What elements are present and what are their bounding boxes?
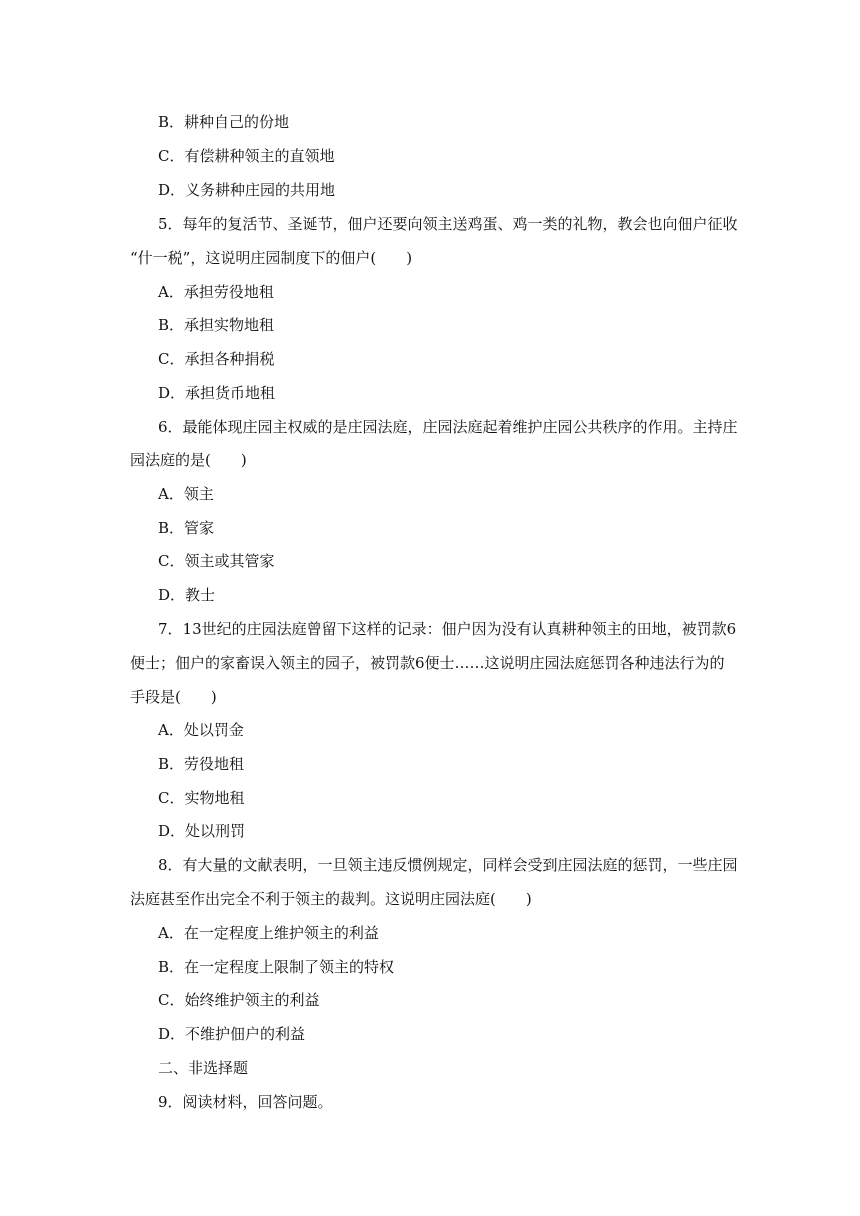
q5-option-b: B．承担实物地租 xyxy=(158,316,275,334)
question-5-text: 5．每年的复活节、圣诞节，佃户还要向领主送鸡蛋、鸡一类的礼物，教会也向佃户征收 xyxy=(158,215,738,233)
question-7-text-cont-2: 手段是( ) xyxy=(130,688,217,706)
question-8-text: 8．有大量的文献表明，一旦领主违反惯例规定，同样会受到庄园法庭的惩罚，一些庄园 xyxy=(158,856,738,874)
q8-option-d: D．不维护佃户的利益 xyxy=(158,1025,306,1043)
q7-option-d: D．处以刑罚 xyxy=(158,822,246,840)
q6-option-b: B．管家 xyxy=(158,519,215,537)
q8-option-a: A．在一定程度上维护领主的利益 xyxy=(158,924,379,942)
q6-option-a: A．领主 xyxy=(158,485,214,503)
question-6-text: 6．最能体现庄园主权威的是庄园法庭，庄园法庭起着维护庄园公共秩序的作用。主持庄 xyxy=(158,418,738,436)
q5-option-d: D．承担货币地租 xyxy=(158,384,276,402)
q8-option-b: B．在一定程度上限制了领主的特权 xyxy=(158,958,395,976)
q5-option-a: A．承担劳役地租 xyxy=(158,283,274,301)
q7-option-c: C．实物地租 xyxy=(158,789,245,807)
q4-option-b: B．耕种自己的份地 xyxy=(158,113,290,131)
question-7-text: 7．13世纪的庄园法庭曾留下这样的记录：佃户因为没有认真耕种领主的田地，被罚款6 xyxy=(158,620,737,638)
q4-option-c: C．有偿耕种领主的直领地 xyxy=(158,147,335,165)
section-heading-non-choice: 二、非选择题 xyxy=(158,1059,249,1077)
question-9-text: 9．阅读材料，回答问题。 xyxy=(158,1093,333,1111)
q7-option-b: B．劳役地租 xyxy=(158,755,245,773)
question-5-text-cont: “什一税”，这说明庄园制度下的佃户( ) xyxy=(130,249,413,267)
question-8-text-cont: 法庭甚至作出完全不利于领主的裁判。这说明庄园法庭( ) xyxy=(130,890,532,908)
q7-option-a: A．处以罚金 xyxy=(158,721,244,739)
q6-option-d: D．教士 xyxy=(158,586,216,604)
question-7-text-cont-1: 便士；佃户的家畜误入领主的园子，被罚款6便士……这说明庄园法庭惩罚各种违法行为的 xyxy=(130,654,725,672)
q4-option-d: D．义务耕种庄园的共用地 xyxy=(158,181,336,199)
question-6-text-cont: 园法庭的是( ) xyxy=(130,451,247,469)
q6-option-c: C．领主或其管家 xyxy=(158,552,275,570)
q5-option-c: C．承担各种捐税 xyxy=(158,350,275,368)
q8-option-c: C．始终维护领主的利益 xyxy=(158,991,320,1009)
